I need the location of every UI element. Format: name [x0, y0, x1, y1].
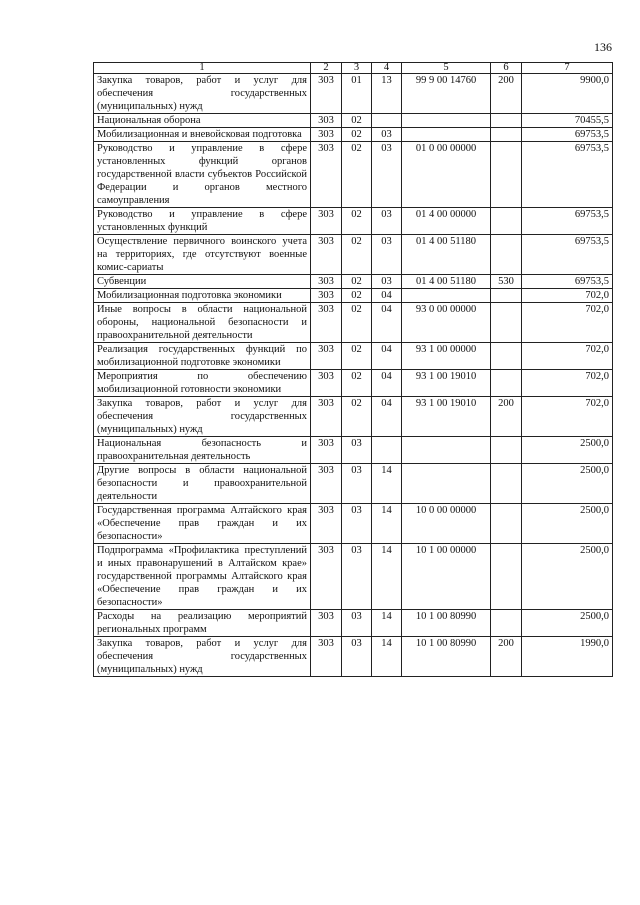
- code-3-cell: 01: [342, 74, 372, 114]
- code-6-cell: [491, 504, 522, 544]
- code-3-cell: 02: [342, 303, 372, 343]
- item-name-cell: Субвенции: [94, 275, 311, 289]
- code-3-cell: 02: [342, 370, 372, 397]
- amount-cell: 69753,5: [522, 235, 613, 275]
- code-4-cell: 03: [372, 235, 402, 275]
- item-name-cell: Закупка товаров, работ и услуг для обеспечения государственных (муниципальных) нужд: [94, 74, 311, 114]
- code-6-cell: [491, 114, 522, 128]
- code-5-cell: 10 1 00 00000: [402, 544, 491, 610]
- table-row: [94, 142, 613, 208]
- code-5-cell: [402, 114, 491, 128]
- code-4-cell: 14: [372, 464, 402, 504]
- amount-cell: 69753,5: [522, 208, 613, 235]
- table-row: [94, 610, 613, 637]
- code-6-cell: 200: [491, 74, 522, 114]
- amount-cell: 2500,0: [522, 610, 613, 637]
- code-3-cell: 02: [342, 343, 372, 370]
- header-cell: 6: [491, 63, 522, 74]
- code-6-cell: [491, 208, 522, 235]
- code-4-cell: 03: [372, 275, 402, 289]
- code-6-cell: 200: [491, 397, 522, 437]
- table-row: [94, 114, 613, 128]
- code-2-cell: 303: [311, 437, 342, 464]
- code-6-cell: [491, 464, 522, 504]
- header-cell: 4: [372, 63, 402, 74]
- code-2-cell: 303: [311, 208, 342, 235]
- code-4-cell: 14: [372, 610, 402, 637]
- item-name-cell: Мобилизационная подготовка экономики: [94, 289, 311, 303]
- table-row: [94, 275, 613, 289]
- budget-table: [93, 62, 613, 677]
- code-3-cell: 02: [342, 289, 372, 303]
- amount-cell: 702,0: [522, 397, 613, 437]
- item-name-cell: Другие вопросы в области национальной безопасности и правоохранительной деятельности: [94, 464, 311, 504]
- code-5-cell: [402, 128, 491, 142]
- code-3-cell: 02: [342, 142, 372, 208]
- header-cell: 1: [94, 63, 311, 74]
- code-2-cell: 303: [311, 544, 342, 610]
- code-5-cell: 93 1 00 19010: [402, 370, 491, 397]
- table-row: [94, 397, 613, 437]
- code-2-cell: 303: [311, 74, 342, 114]
- table-row: [94, 208, 613, 235]
- item-name-cell: Руководство и управление в сфере установленных функций органов государственной власти субъектов Российской Федерации и органов местного самоуправления: [94, 142, 311, 208]
- code-4-cell: [372, 437, 402, 464]
- code-5-cell: 99 9 00 14760: [402, 74, 491, 114]
- code-2-cell: 303: [311, 464, 342, 504]
- amount-cell: 2500,0: [522, 504, 613, 544]
- amount-cell: 69753,5: [522, 275, 613, 289]
- header-cell: 5: [402, 63, 491, 74]
- code-6-cell: [491, 289, 522, 303]
- item-name-cell: Иные вопросы в области национальной обороны, национальной безопасности и правоохранительной деятельности: [94, 303, 311, 343]
- table-row: [94, 128, 613, 142]
- table-row: [94, 437, 613, 464]
- amount-cell: 702,0: [522, 303, 613, 343]
- amount-cell: 9900,0: [522, 74, 613, 114]
- table-row: [94, 303, 613, 343]
- code-3-cell: 02: [342, 208, 372, 235]
- code-2-cell: 303: [311, 289, 342, 303]
- item-name-cell: Закупка товаров, работ и услуг для обеспечения государственных (муниципальных) нужд: [94, 397, 311, 437]
- amount-cell: 2500,0: [522, 544, 613, 610]
- code-3-cell: 03: [342, 637, 372, 677]
- code-2-cell: 303: [311, 504, 342, 544]
- code-5-cell: 10 1 00 80990: [402, 610, 491, 637]
- code-2-cell: 303: [311, 128, 342, 142]
- code-2-cell: 303: [311, 610, 342, 637]
- amount-cell: 702,0: [522, 289, 613, 303]
- table-row: [94, 637, 613, 677]
- amount-cell: 702,0: [522, 370, 613, 397]
- code-5-cell: 93 0 00 00000: [402, 303, 491, 343]
- amount-cell: 2500,0: [522, 437, 613, 464]
- code-3-cell: 03: [342, 544, 372, 610]
- code-6-cell: [491, 128, 522, 142]
- code-5-cell: [402, 437, 491, 464]
- code-3-cell: 02: [342, 235, 372, 275]
- code-4-cell: 03: [372, 142, 402, 208]
- table-row: [94, 235, 613, 275]
- code-5-cell: 10 0 00 00000: [402, 504, 491, 544]
- item-name-cell: Руководство и управление в сфере установленных функций: [94, 208, 311, 235]
- code-3-cell: 02: [342, 128, 372, 142]
- code-4-cell: 14: [372, 637, 402, 677]
- code-4-cell: 03: [372, 208, 402, 235]
- code-6-cell: [491, 303, 522, 343]
- header-row: [94, 63, 613, 74]
- code-2-cell: 303: [311, 142, 342, 208]
- code-2-cell: 303: [311, 397, 342, 437]
- code-3-cell: 03: [342, 464, 372, 504]
- code-4-cell: 14: [372, 504, 402, 544]
- table-row: [94, 464, 613, 504]
- code-3-cell: 02: [342, 275, 372, 289]
- code-5-cell: 93 1 00 00000: [402, 343, 491, 370]
- code-3-cell: 03: [342, 610, 372, 637]
- header-cell: 2: [311, 63, 342, 74]
- amount-cell: 70455,5: [522, 114, 613, 128]
- code-2-cell: 303: [311, 343, 342, 370]
- table-row: [94, 343, 613, 370]
- code-2-cell: 303: [311, 637, 342, 677]
- code-2-cell: 303: [311, 370, 342, 397]
- code-6-cell: 530: [491, 275, 522, 289]
- code-4-cell: 04: [372, 303, 402, 343]
- code-4-cell: 13: [372, 74, 402, 114]
- code-4-cell: 04: [372, 397, 402, 437]
- header-cell: 7: [522, 63, 613, 74]
- code-3-cell: 03: [342, 437, 372, 464]
- item-name-cell: Реализация государственных функций по мобилизационной подготовке экономики: [94, 343, 311, 370]
- item-name-cell: Национальная оборона: [94, 114, 311, 128]
- code-6-cell: 200: [491, 637, 522, 677]
- table-row: [94, 504, 613, 544]
- code-4-cell: 04: [372, 343, 402, 370]
- item-name-cell: Государственная программа Алтайского края «Обеспечение прав граждан и их безопасности»: [94, 504, 311, 544]
- table-row: [94, 544, 613, 610]
- item-name-cell: Подпрограмма «Профилактика преступлений и иных правонарушений в Алтайском крае» государственной программы Алтайского края «Обеспечение прав граждан и их безопасности»: [94, 544, 311, 610]
- code-5-cell: 01 4 00 00000: [402, 208, 491, 235]
- code-5-cell: [402, 289, 491, 303]
- amount-cell: 69753,5: [522, 142, 613, 208]
- code-6-cell: [491, 142, 522, 208]
- page-number: 136: [594, 40, 612, 54]
- code-6-cell: [491, 544, 522, 610]
- code-4-cell: 03: [372, 128, 402, 142]
- code-6-cell: [491, 343, 522, 370]
- code-2-cell: 303: [311, 275, 342, 289]
- code-3-cell: 03: [342, 504, 372, 544]
- code-6-cell: [491, 610, 522, 637]
- item-name-cell: Закупка товаров, работ и услуг для обеспечения государственных (муниципальных) нужд: [94, 637, 311, 677]
- item-name-cell: Осуществление первичного воинского учета на территориях, где отсутствуют военные комис-сариаты: [94, 235, 311, 275]
- code-5-cell: [402, 464, 491, 504]
- code-4-cell: 04: [372, 289, 402, 303]
- code-4-cell: 14: [372, 544, 402, 610]
- code-6-cell: [491, 437, 522, 464]
- code-5-cell: 01 4 00 51180: [402, 275, 491, 289]
- table-row: [94, 370, 613, 397]
- code-6-cell: [491, 235, 522, 275]
- item-name-cell: Мероприятия по обеспечению мобилизационной готовности экономики: [94, 370, 311, 397]
- item-name-cell: Мобилизационная и вневойсковая подготовка: [94, 128, 311, 142]
- code-2-cell: 303: [311, 235, 342, 275]
- code-6-cell: [491, 370, 522, 397]
- table-row: [94, 289, 613, 303]
- code-4-cell: [372, 114, 402, 128]
- code-2-cell: 303: [311, 114, 342, 128]
- code-3-cell: 02: [342, 114, 372, 128]
- amount-cell: 1990,0: [522, 637, 613, 677]
- code-5-cell: 10 1 00 80990: [402, 637, 491, 677]
- item-name-cell: Национальная безопасность и правоохранительная деятельность: [94, 437, 311, 464]
- item-name-cell: Расходы на реализацию мероприятий региональных программ: [94, 610, 311, 637]
- code-3-cell: 02: [342, 397, 372, 437]
- amount-cell: 702,0: [522, 343, 613, 370]
- amount-cell: 2500,0: [522, 464, 613, 504]
- amount-cell: 69753,5: [522, 128, 613, 142]
- code-5-cell: 01 4 00 51180: [402, 235, 491, 275]
- header-cell: 3: [342, 63, 372, 74]
- code-2-cell: 303: [311, 303, 342, 343]
- code-5-cell: 01 0 00 00000: [402, 142, 491, 208]
- code-5-cell: 93 1 00 19010: [402, 397, 491, 437]
- table-row: [94, 74, 613, 114]
- code-4-cell: 04: [372, 370, 402, 397]
